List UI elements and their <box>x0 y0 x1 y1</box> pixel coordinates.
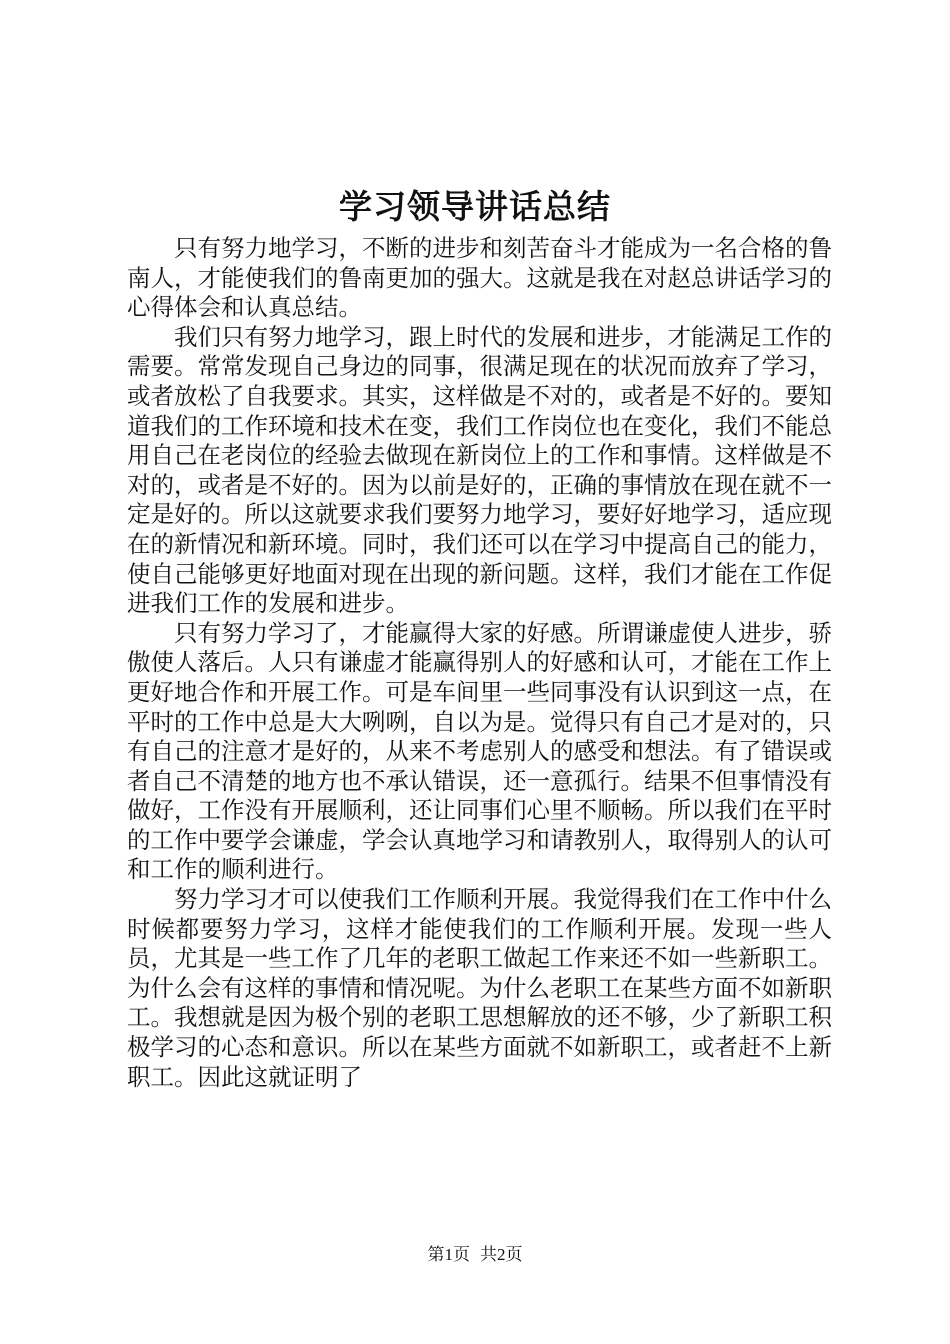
paragraph: 我们只有努力地学习，跟上时代的发展和进步，才能满足工作的需要。常常发现自己身边的同事，很满足现在的状况而放弃了学习，或者放松了自我要求。其实，这样做是不对的，或者是不好的。要知道我们的工作环境和技术在变，我们工作岗位也在变化，我们不能总用自己在老岗位的经验去做现在新岗位上的工作和事情。这样做是不对的，或者是不好的。因为以前是好的，正确的事情放在现在就不一定是好的。所以这就要求我们要努力地学习，要好好地学习，适应现在的新情况和新环境。同时，我们还可以在学习中提高自己的能力，使自己能够更好地面对现在出现的新问题。这样，我们才能在工作促进我们工作的发展和进步。 <box>127 322 832 618</box>
page-footer <box>0 1244 950 1266</box>
paragraph: 只有努力学习了，才能赢得大家的好感。所谓谦虚使人进步，骄傲使人落后。人只有谦虚才能赢得别人的好感和认可，才能在工作上更好地合作和开展工作。可是车间里一些同事没有认识到这一点，在平时的工作中总是大大咧咧，自以为是。觉得只有自己才是对的，只有自己的注意才是好的，从来不考虑别人的感受和想法。有了错误或者自己不清楚的地方也不承认错误，还一意孤行。结果不但事情没有做好，工作没有开展顺利，还让同事们心里不顺畅。所以我们在平时的工作中要学会谦虚，学会认真地学习和请教别人，取得别人的认可和工作的顺利进行。 <box>127 618 832 884</box>
document-body <box>127 234 832 1092</box>
page-total: 共2页 <box>480 1245 523 1264</box>
page-number: 第1页 <box>427 1245 470 1264</box>
paragraph: 只有努力地学习，不断的进步和刻苦奋斗才能成为一名合格的鲁南人，才能使我们的鲁南更加的强大。这就是我在对赵总讲话学习的心得体会和认真总结。 <box>127 234 832 322</box>
document-title: 学习领导讲话总结 <box>339 187 611 226</box>
paragraph: 努力学习才可以使我们工作顺利开展。我觉得我们在工作中什么时候都要努力学习，这样才能使我们的工作顺利开展。发现一些人员，尤其是一些工作了几年的老职工做起工作来还不如一些新职工。为什么会有这样的事情和情况呢。为什么老职工在某些方面不如新职工。我想就是因为极个别的老职工思想解放的还不够，少了新职工积极学习的心态和意识。所以在某些方面就不如新职工，或者赶不上新职工。因此这就证明了 <box>127 885 832 1091</box>
